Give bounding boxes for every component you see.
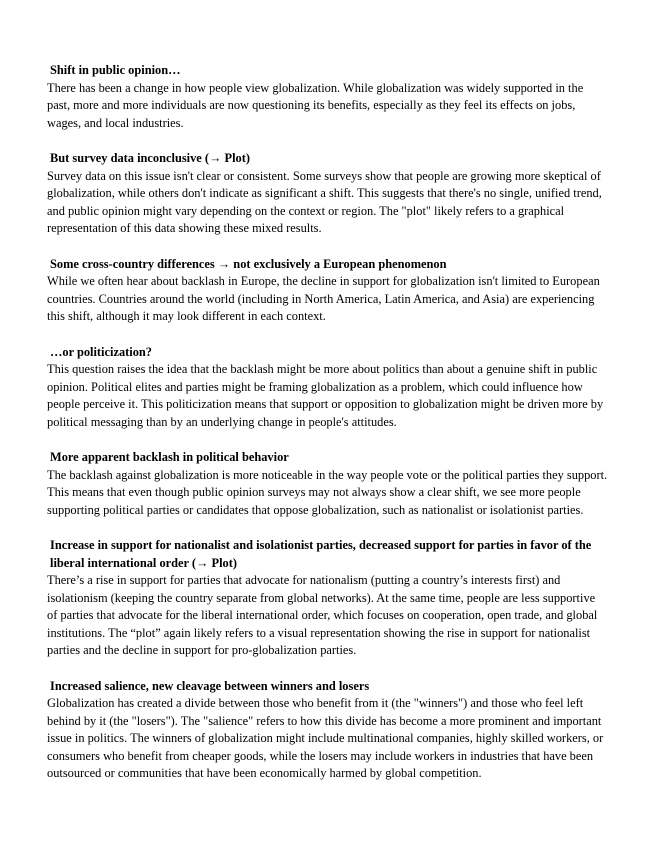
- section-cross-country-differences: [47, 256, 608, 326]
- section-heading: More apparent backlash in political behavior: [50, 450, 289, 464]
- section-body: This question raises the idea that the backlash might be more about politics than about a genuine shift in public opinion. Political elites and parties might be framing globalization as a problem, which could influence how people perceive it. This politicization means that support or opposition to globalization might be driven more by political messaging than by an underlying change in people's attitudes.: [47, 362, 604, 429]
- section-heading: Increase in support for nationalist and isolationist parties, decreased support for parties in favor of the liberal international order (→ Plot): [50, 538, 592, 570]
- section-heading: Increased salience, new cleavage between winners and losers: [50, 678, 370, 693]
- section-body: Globalization has created a divide between those who benefit from it (the "winners") and those who feel left behind by it (the "losers"). The "salience" refers to how this divide has become a more prominent and important issue in politics. The winners of globalization might include multinational companies, highly skilled workers, or consumers who benefit from cheaper goods, while the losers may include workers in industries that have been outsourced or communities that have been economically harmed by global competition.: [47, 696, 604, 780]
- section-heading: But survey data inconclusive (→ Plot): [50, 151, 250, 165]
- section-body: While we often hear about backlash in Europe, the decline in support for globalization isn't limited to European countries. Countries around the world (including in North America, Latin America, and Asia) are experiencing this shift, although it may look different in each context.: [47, 274, 600, 323]
- section-body: The backlash against globalization is more noticeable in the way people vote or the political parties they support. This means that even though public opinion surveys may not always show a clear shift, we see more people supporting political parties or candidates that oppose globalization, such as nationalist or isolationist parties.: [47, 467, 608, 517]
- section-backlash-political-behavior: [47, 449, 608, 519]
- section-heading: …or politicization?: [50, 344, 152, 359]
- section-nationalist-parties: [47, 537, 608, 660]
- section-heading: Some cross-country differences → not exclusively a European phenomenon: [50, 256, 447, 271]
- section-body: There’s a rise in support for parties that advocate for nationalism (putting a country’s interests first) and isolationism (keeping the country separate from global networks). At the same time, people are less supportive of parties that advocate for the liberal international order, which focuses on cooperation, open trade, and global institutions. The “plot” again likely refers to a visual representation showing the rise in support for nationalist parties and the decline in support for pro-globalization parties.: [47, 573, 598, 657]
- section-heading: Shift in public opinion…: [50, 63, 181, 77]
- section-politicization: [47, 344, 608, 432]
- section-survey-data-inconclusive: [47, 150, 608, 238]
- section-winners-and-losers: [47, 678, 608, 783]
- section-body: Survey data on this issue isn't clear or consistent. Some surveys show that people are growing more skeptical of globalization, while others don't indicate as significant a shift. This suggests that there's no single, unified trend, and public opinion might vary depending on the context or region. The "plot" likely refers to a graphical representation of this data showing these mixed results.: [47, 168, 602, 235]
- section-shift-in-public-opinion: [47, 62, 608, 132]
- document-page: [47, 62, 608, 801]
- section-body: There has been a change in how people view globalization. While globalization was widely supported in the past, more and more individuals are now questioning its benefits, especially as they feel its effects on jobs, wages, and local industries.: [47, 80, 584, 130]
